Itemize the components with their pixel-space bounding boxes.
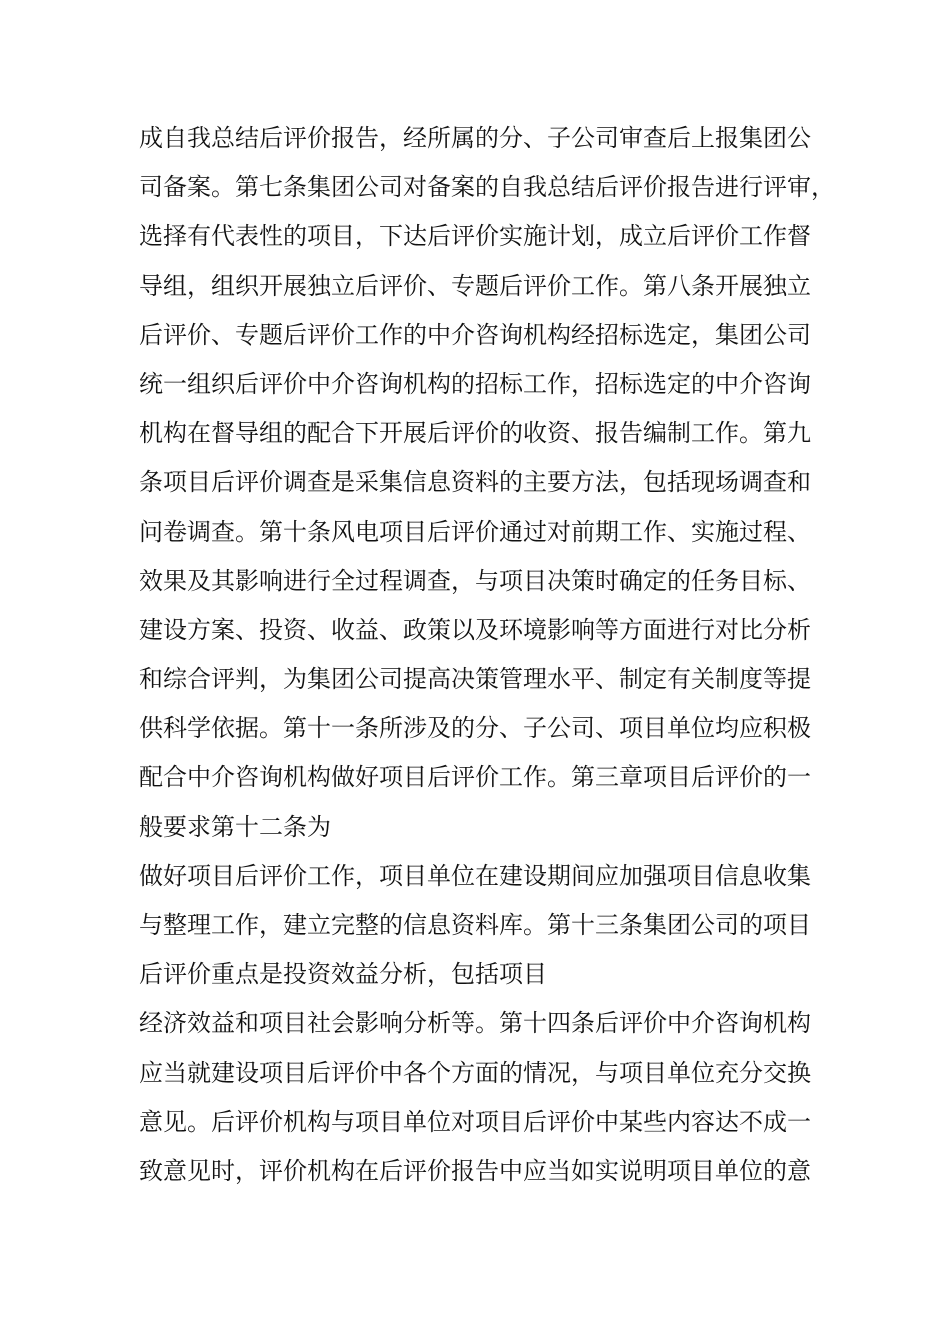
text-line: 成自我总结后评价报告，经所属的分、子公司审查后上报集团公 [139, 124, 811, 152]
text-line: 后评价、专题后评价工作的中介咨询机构经招标选定，集团公司 [139, 320, 811, 349]
body-text [139, 114, 835, 1196]
text-line: 与整理工作，建立完整的信息资料库。第十三条集团公司的项目 [139, 911, 811, 939]
text-line: 经济效益和项目社会影响分析等。第十四条后评价中介咨询机构 [139, 1009, 811, 1038]
text-line: 导组，组织开展独立后评价、专题后评价工作。第八条开展独立 [139, 271, 811, 300]
text-line: 做好项目后评价工作，项目单位在建设期间应加强项目信息收集 [139, 861, 811, 890]
text-line: 配合中介咨询机构做好项目后评价工作。第三章项目后评价的一 [139, 763, 811, 792]
text-line: 后评价重点是投资效益分析，包括项目 [139, 960, 547, 989]
text-line: 般要求第十二条为 [139, 812, 331, 841]
text-line: 条项目后评价调查是采集信息资料的主要方法，包括现场调查和 [139, 468, 811, 497]
text-line: 选择有代表性的项目，下达后评价实施计划，成立后评价工作督 [139, 222, 811, 251]
text-line: 机构在督导组的配合下开展后评价的收资、报告编制工作。第九 [139, 419, 811, 448]
text-line: 统一组织后评价中介咨询机构的招标工作，招标选定的中介咨询 [139, 369, 811, 398]
text-line: 供科学依据。第十一条所涉及的分、子公司、项目单位均应积极 [139, 714, 811, 743]
text-line: 建设方案、投资、收益、政策以及环境影响等方面进行对比分析 [139, 615, 811, 644]
text-line: 应当就建设项目后评价中各个方面的情况，与项目单位充分交换 [139, 1058, 811, 1087]
text-line: 司备案。第七条集团公司对备案的自我总结后评价报告进行评审， [139, 173, 835, 202]
text-line: 问卷调查。第十条风电项目后评价通过对前期工作、实施过程、 [139, 517, 811, 546]
text-line: 效果及其影响进行全过程调查，与项目决策时确定的任务目标、 [139, 566, 811, 595]
text-line: 和综合评判，为集团公司提高决策管理水平、制定有关制度等提 [139, 665, 811, 694]
text-line: 致意见时，评价机构在后评价报告中应当如实说明项目单位的意 [139, 1156, 811, 1185]
text-line: 意见。后评价机构与项目单位对项目后评价中某些内容达不成一 [139, 1107, 811, 1136]
